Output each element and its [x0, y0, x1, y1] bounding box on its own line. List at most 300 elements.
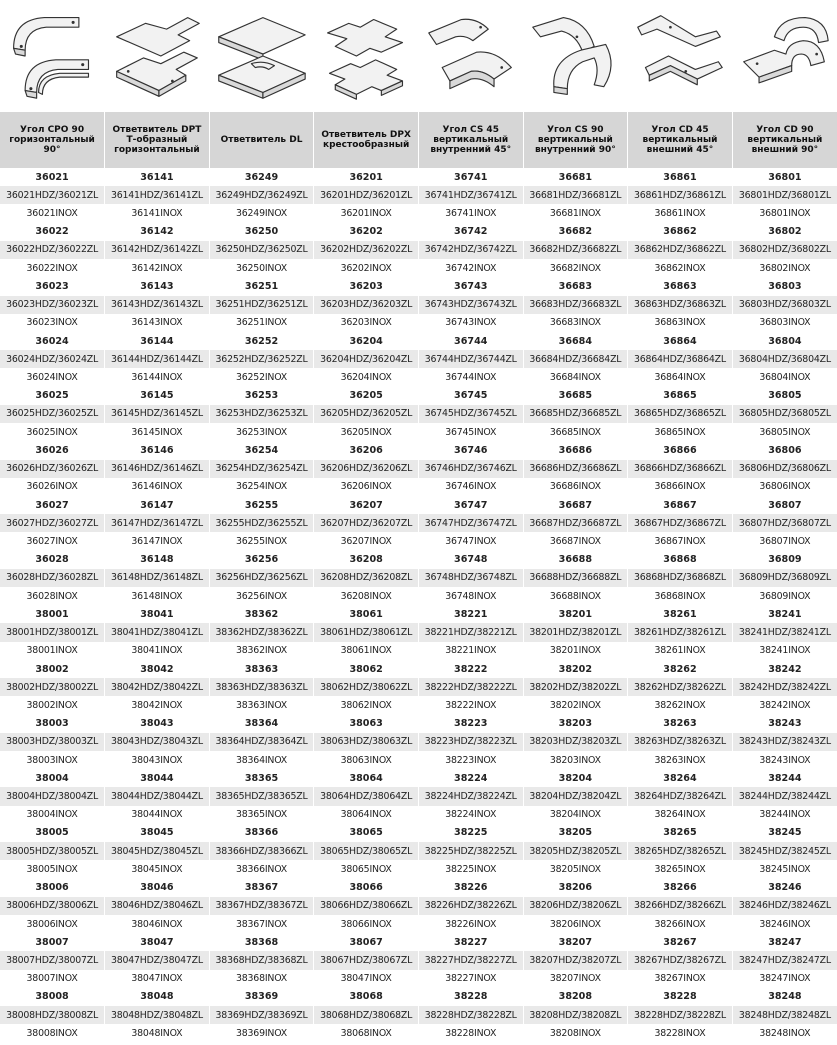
table-cell: 38068HDZ/38068ZL [314, 1006, 419, 1024]
table-cell: 38043INOX [105, 751, 210, 769]
table-cell: 36256HDZ/36256ZL [209, 569, 314, 587]
table-cell: 38243INOX [732, 751, 837, 769]
table-cell: 36868INOX [628, 587, 733, 605]
table-cell: 36684INOX [523, 368, 628, 386]
table-cell: 38007INOX [26, 973, 78, 985]
table-cell: 38202 [523, 660, 628, 678]
table-cell: 38005INOX [26, 863, 78, 875]
table-cell: 36208INOX [314, 587, 419, 605]
table-cell: 38202INOX [523, 696, 628, 714]
table-cell: 36862 [628, 223, 733, 241]
table-row-inox-code [0, 696, 837, 714]
table-row-base-code [0, 277, 837, 295]
table-cell: 38367HDZ/38367ZL [209, 897, 314, 915]
table-cell: 36806INOX [732, 478, 837, 496]
table-cell: 36204 [314, 332, 419, 350]
table-cell: 36866HDZ/36866ZL [628, 460, 733, 478]
table-cell: 38042 [105, 660, 210, 678]
table-cell: 38245INOX [732, 860, 837, 878]
table-cell: 38365INOX [209, 806, 314, 824]
table-cell: 36862HDZ/36862ZL [628, 241, 733, 259]
table-cell: 36204HDZ/36204ZL [314, 350, 419, 368]
table-cell: 36866INOX [628, 478, 733, 496]
table-cell: 36145HDZ/36145ZL [105, 405, 210, 423]
table-cell: 38046HDZ/38046ZL [105, 897, 210, 915]
table-cell: 38208INOX [523, 1024, 628, 1042]
table-cell: 36684 [523, 332, 628, 350]
table-cell: 36804HDZ/36804ZL [732, 350, 837, 368]
table-cell: 36682INOX [523, 259, 628, 277]
table-cell: 36148 [105, 551, 210, 569]
table-cell: 38002INOX [26, 699, 78, 711]
table-cell: 36148INOX [105, 587, 210, 605]
table-row-inox-code [0, 423, 837, 441]
table-cell: 38367INOX [209, 915, 314, 933]
table-row-hdz-code [0, 951, 837, 969]
table-cell: 36861INOX [628, 204, 733, 222]
table-cell: 38205INOX [523, 860, 628, 878]
table-cell: 38241INOX [732, 642, 837, 660]
table-cell: 38244INOX [732, 806, 837, 824]
table-cell: 38224 [418, 769, 523, 787]
table-cell: 38005HDZ/38005ZL [0, 842, 105, 860]
table-cell: 38264 [628, 769, 733, 787]
table-cell: 38244 [732, 769, 837, 787]
table-cell: 38365 [209, 769, 314, 787]
table-cell: 36249HDZ/36249ZL [209, 186, 314, 204]
table-cell: 36742HDZ/36742ZL [418, 241, 523, 259]
table-cell: 36748HDZ/36748ZL [418, 569, 523, 587]
table-cell: 36807INOX [732, 532, 837, 550]
table-cell: 36748INOX [418, 587, 523, 605]
table-cell: 38207INOX [523, 970, 628, 988]
table-row-base-code [0, 168, 837, 186]
table-row-inox-code [0, 532, 837, 550]
table-cell: 38261INOX [628, 642, 733, 660]
table-cell: 38003HDZ/38003ZL [0, 733, 105, 751]
table-cell: 36804 [732, 332, 837, 350]
table-cell: 38201INOX [523, 642, 628, 660]
table-cell: 38243HDZ/38243ZL [732, 733, 837, 751]
table-cell: 38227HDZ/38227ZL [418, 951, 523, 969]
table-cell: 36865 [628, 387, 733, 405]
table-cell: 38201HDZ/38201ZL [523, 623, 628, 641]
table-cell: 38265 [628, 824, 733, 842]
table-cell: 38364INOX [209, 751, 314, 769]
table-cell: 38262 [628, 660, 733, 678]
table-cell: 36747HDZ/36747ZL [418, 514, 523, 532]
table-cell: 38222HDZ/38222ZL [418, 678, 523, 696]
table-cell: 38061HDZ/38061ZL [314, 623, 419, 641]
table-cell: 38062INOX [314, 696, 419, 714]
table-cell: 36255INOX [209, 532, 314, 550]
table-cell: 38208HDZ/38208ZL [523, 1006, 628, 1024]
table-cell: 36255HDZ/36255ZL [209, 514, 314, 532]
table-cell: 38007 [35, 936, 69, 948]
table-cell: 36687 [523, 496, 628, 514]
table-row-base-code [0, 605, 837, 623]
table-cell: 36146 [105, 441, 210, 459]
table-cell: 38266HDZ/38266ZL [628, 897, 733, 915]
bend-cd-90-icon [735, 8, 833, 104]
table-cell: 38223 [418, 715, 523, 733]
table-cell: 38066 [314, 879, 419, 897]
table-row-inox-code [0, 860, 837, 878]
table-cell: 36809 [732, 551, 837, 569]
table-cell: 38001HDZ/38001ZL [0, 623, 105, 641]
table-cell: 38266INOX [628, 915, 733, 933]
table-cell: 36021INOX [26, 208, 78, 220]
table-row-base-code [0, 715, 837, 733]
table-cell: 38264HDZ/38264ZL [628, 787, 733, 805]
table-cell: 38225 [418, 824, 523, 842]
table-cell: 38221 [418, 605, 523, 623]
table-cell: 36685HDZ/36685ZL [523, 405, 628, 423]
table-cell: 38241 [732, 605, 837, 623]
table-cell: 38004HDZ/38004ZL [0, 787, 105, 805]
table-cell: 36025INOX [26, 426, 78, 438]
table-cell: 38204HDZ/38204ZL [523, 787, 628, 805]
table-cell: 38241HDZ/38241ZL [732, 623, 837, 641]
table-cell: 38041INOX [105, 642, 210, 660]
table-cell: 36021HDZ/36021ZL [0, 186, 105, 204]
column-header: Ответвитель DPX крестообразный [314, 112, 419, 168]
table-cell: 38248 [732, 988, 837, 1006]
table-cell: 36254INOX [209, 478, 314, 496]
table-cell: 36803 [732, 277, 837, 295]
table-row-hdz-code [0, 350, 837, 368]
table-cell: 38048 [105, 988, 210, 1006]
table-cell: 36683INOX [523, 314, 628, 332]
table-row-hdz-code [0, 897, 837, 915]
table-row-hdz-code [0, 623, 837, 641]
table-row-base-code [0, 223, 837, 241]
table-cell: 36682 [523, 223, 628, 241]
table-cell: 36747 [418, 496, 523, 514]
table-cell: 38363HDZ/38363ZL [209, 678, 314, 696]
table-cell: 36804INOX [732, 368, 837, 386]
table-cell: 38262HDZ/38262ZL [628, 678, 733, 696]
table-cell: 36204INOX [314, 368, 419, 386]
table-cell: 38046INOX [105, 915, 210, 933]
table-cell: 38006INOX [26, 918, 78, 930]
table-cell: 36022 [35, 226, 69, 238]
table-cell: 38064HDZ/38064ZL [314, 787, 419, 805]
column-header: Угол CS 90 вертикальный внутренний 90° [523, 112, 628, 168]
table-cell: 38262INOX [628, 696, 733, 714]
table-cell: 36746HDZ/36746ZL [418, 460, 523, 478]
table-row-hdz-code [0, 296, 837, 314]
table-cell: 38242 [732, 660, 837, 678]
table-cell: 38227INOX [418, 970, 523, 988]
table-cell: 36255 [209, 496, 314, 514]
table-cell: 38228HDZ/38228ZL [628, 1006, 733, 1024]
table-cell: 36745 [418, 387, 523, 405]
table-cell: 36256 [209, 551, 314, 569]
table-cell: 38369INOX [209, 1024, 314, 1042]
table-cell: 36867HDZ/36867ZL [628, 514, 733, 532]
table-cell: 38047INOX [314, 970, 419, 988]
table-cell: 38247 [732, 933, 837, 951]
table-cell: 38226INOX [418, 915, 523, 933]
table-cell: 38201 [523, 605, 628, 623]
product-image-cell [523, 0, 628, 112]
table-cell: 36250HDZ/36250ZL [209, 241, 314, 259]
table-cell: 38248HDZ/38248ZL [732, 1006, 837, 1024]
table-cell: 38066INOX [314, 915, 419, 933]
table-cell: 36024HDZ/36024ZL [0, 350, 105, 368]
table-cell: 36256INOX [209, 587, 314, 605]
table-row-base-code [0, 660, 837, 678]
table-cell: 36141 [105, 168, 210, 186]
table-cell: 36687INOX [523, 532, 628, 550]
table-cell: 38362HDZ/38362ZL [209, 623, 314, 641]
table-cell: 36147 [105, 496, 210, 514]
table-cell: 38045INOX [105, 860, 210, 878]
table-cell: 38202HDZ/38202ZL [523, 678, 628, 696]
table-cell: 38065HDZ/38065ZL [314, 842, 419, 860]
table-cell: 38205 [523, 824, 628, 842]
table-cell: 38005 [35, 827, 69, 839]
table-cell: 38068INOX [314, 1024, 419, 1042]
tee-dl-icon [212, 8, 310, 104]
table-cell: 36249INOX [209, 204, 314, 222]
product-image-cell [732, 0, 837, 112]
table-cell: 38267 [628, 933, 733, 951]
table-cell: 38265HDZ/38265ZL [628, 842, 733, 860]
table-cell: 36203INOX [314, 314, 419, 332]
table-cell: 36867INOX [628, 532, 733, 550]
table-cell: 36026HDZ/36026ZL [0, 460, 105, 478]
table-cell: 38063INOX [314, 751, 419, 769]
table-cell: 36864INOX [628, 368, 733, 386]
table-cell: 38264INOX [628, 806, 733, 824]
table-cell: 36683HDZ/36683ZL [523, 296, 628, 314]
table-row-base-code [0, 551, 837, 569]
table-cell: 36142 [105, 223, 210, 241]
table-cell: 36147INOX [105, 532, 210, 550]
table-cell: 36024INOX [26, 372, 78, 384]
table-cell: 38208 [523, 988, 628, 1006]
table-cell: 36203 [314, 277, 419, 295]
table-row-hdz-code [0, 569, 837, 587]
table-cell: 38064INOX [314, 806, 419, 824]
table-cell: 36742 [418, 223, 523, 241]
table-row-hdz-code [0, 1006, 837, 1024]
table-cell: 36028INOX [26, 590, 78, 602]
table-cell: 38367 [209, 879, 314, 897]
table-cell: 38047 [105, 933, 210, 951]
table-cell: 36023 [35, 280, 69, 292]
table-cell: 38228 [418, 988, 523, 1006]
column-header: Угол CD 90 вертикальный внешний 90° [732, 112, 837, 168]
table-cell: 36208HDZ/36208ZL [314, 569, 419, 587]
table-cell: 36146HDZ/36146ZL [105, 460, 210, 478]
table-cell: 38267HDZ/38267ZL [628, 951, 733, 969]
table-cell: 36865INOX [628, 423, 733, 441]
table-cell: 38221INOX [418, 642, 523, 660]
table-cell: 38206 [523, 879, 628, 897]
table-cell: 38228INOX [418, 1024, 523, 1042]
table-cell: 38245HDZ/38245ZL [732, 842, 837, 860]
table-cell: 38205HDZ/38205ZL [523, 842, 628, 860]
table-cell: 36252HDZ/36252ZL [209, 350, 314, 368]
table-cell: 36022HDZ/36022ZL [0, 241, 105, 259]
table-cell: 36251HDZ/36251ZL [209, 296, 314, 314]
table-cell: 36687HDZ/36687ZL [523, 514, 628, 532]
table-cell: 38228INOX [628, 1024, 733, 1042]
table-cell: 36801INOX [732, 204, 837, 222]
table-cell: 36802 [732, 223, 837, 241]
table-row-inox-code [0, 915, 837, 933]
table-cell: 36805 [732, 387, 837, 405]
table-cell: 38366INOX [209, 860, 314, 878]
table-cell: 38062 [314, 660, 419, 678]
table-cell: 38001 [35, 608, 69, 620]
table-cell: 36801 [732, 168, 837, 186]
table-cell: 38002 [35, 663, 69, 675]
table-row-inox-code [0, 478, 837, 496]
table-row-inox-code [0, 751, 837, 769]
table-cell: 38206INOX [523, 915, 628, 933]
table-cell: 38206HDZ/38206ZL [523, 897, 628, 915]
table-cell: 36143 [105, 277, 210, 295]
table-row-inox-code [0, 806, 837, 824]
table-cell: 36806HDZ/36806ZL [732, 460, 837, 478]
column-header: Угол CS 45 вертикальный внутренний 45° [418, 112, 523, 168]
table-cell: 36867 [628, 496, 733, 514]
table-cell: 36028HDZ/36028ZL [0, 569, 105, 587]
table-cell: 36688 [523, 551, 628, 569]
table-cell: 38368HDZ/38368ZL [209, 951, 314, 969]
table-cell: 36863HDZ/36863ZL [628, 296, 733, 314]
table-cell: 38224HDZ/38224ZL [418, 787, 523, 805]
table-cell: 36027 [35, 499, 69, 511]
table-row-hdz-code [0, 787, 837, 805]
table-row-base-code [0, 387, 837, 405]
table-row-hdz-code [0, 514, 837, 532]
table-cell: 36864 [628, 332, 733, 350]
table-cell: 36805HDZ/36805ZL [732, 405, 837, 423]
table-cell: 38246 [732, 879, 837, 897]
table-cell: 36741 [418, 168, 523, 186]
table-cell: 36025HDZ/36025ZL [0, 405, 105, 423]
table-cell: 38042INOX [105, 696, 210, 714]
table-cell: 36802INOX [732, 259, 837, 277]
table-cell: 38061INOX [314, 642, 419, 660]
table-cell: 36025 [35, 390, 69, 402]
table-cell: 36742INOX [418, 259, 523, 277]
table-cell: 36681 [523, 168, 628, 186]
table-cell: 36148HDZ/36148ZL [105, 569, 210, 587]
table-row-base-code [0, 879, 837, 897]
table-row-hdz-code [0, 733, 837, 751]
table-cell: 36251 [209, 277, 314, 295]
table-cell: 38043HDZ/38043ZL [105, 733, 210, 751]
bend-cs-45-icon [422, 8, 520, 104]
table-cell: 36688HDZ/36688ZL [523, 569, 628, 587]
table-cell: 38244HDZ/38244ZL [732, 787, 837, 805]
table-cell: 38263 [628, 715, 733, 733]
table-cell: 36807 [732, 496, 837, 514]
table-cell: 36864HDZ/36864ZL [628, 350, 733, 368]
table-cell: 38222INOX [418, 696, 523, 714]
cross-dpx-icon [317, 8, 415, 104]
table-cell: 38003INOX [26, 754, 78, 766]
table-cell: 38064 [314, 769, 419, 787]
column-header: Угол CPO 90 горизонтальный 90° [0, 112, 105, 168]
table-cell: 38242HDZ/38242ZL [732, 678, 837, 696]
table-cell: 38266 [628, 879, 733, 897]
table-cell: 36743 [418, 277, 523, 295]
table-cell: 38068 [314, 988, 419, 1006]
table-cell: 38362INOX [209, 642, 314, 660]
table-cell: 36803HDZ/36803ZL [732, 296, 837, 314]
table-cell: 36743HDZ/36743ZL [418, 296, 523, 314]
table-cell: 38003 [35, 718, 69, 730]
table-cell: 38228 [628, 988, 733, 1006]
table-cell: 36206HDZ/36206ZL [314, 460, 419, 478]
table-cell: 38048INOX [105, 1024, 210, 1042]
table-cell: 36863INOX [628, 314, 733, 332]
table-cell: 38004INOX [26, 809, 78, 821]
table-cell: 36207INOX [314, 532, 419, 550]
table-cell: 36688INOX [523, 587, 628, 605]
table-cell: 36145 [105, 387, 210, 405]
table-cell: 36021 [35, 171, 69, 183]
table-cell: 36684HDZ/36684ZL [523, 350, 628, 368]
table-cell: 36686INOX [523, 478, 628, 496]
table-cell: 36027INOX [26, 535, 78, 547]
table-cell: 38223HDZ/38223ZL [418, 733, 523, 751]
table-cell: 36208 [314, 551, 419, 569]
table-cell: 36250INOX [209, 259, 314, 277]
table-cell: 38061 [314, 605, 419, 623]
table-cell: 38063HDZ/38063ZL [314, 733, 419, 751]
table-cell: 36142INOX [105, 259, 210, 277]
table-row-hdz-code [0, 241, 837, 259]
table-cell: 38067HDZ/38067ZL [314, 951, 419, 969]
table-cell: 36744 [418, 332, 523, 350]
table-cell: 36868HDZ/36868ZL [628, 569, 733, 587]
table-cell: 36207HDZ/36207ZL [314, 514, 419, 532]
table-cell: 36803INOX [732, 314, 837, 332]
table-row-hdz-code [0, 460, 837, 478]
table-cell: 38046 [105, 879, 210, 897]
table-row-base-code [0, 769, 837, 787]
table-cell: 36028 [35, 554, 69, 566]
table-cell: 38007HDZ/38007ZL [0, 951, 105, 969]
table-cell: 36682HDZ/36682ZL [523, 241, 628, 259]
table-cell: 36144HDZ/36144ZL [105, 350, 210, 368]
table-cell: 38065 [314, 824, 419, 842]
table-row-base-code [0, 824, 837, 842]
table-row-base-code [0, 933, 837, 951]
table-row-hdz-code [0, 186, 837, 204]
table-cell: 38204INOX [523, 806, 628, 824]
table-cell: 36683 [523, 277, 628, 295]
table-cell: 36746 [418, 441, 523, 459]
table-cell: 36862INOX [628, 259, 733, 277]
table-cell: 36743INOX [418, 314, 523, 332]
table-cell: 36206 [314, 441, 419, 459]
table-cell: 38365HDZ/38365ZL [209, 787, 314, 805]
table-cell: 36861HDZ/36861ZL [628, 186, 733, 204]
table-cell: 38042HDZ/38042ZL [105, 678, 210, 696]
tee-dpt-horizontal-icon [108, 8, 206, 104]
table-cell: 36254HDZ/36254ZL [209, 460, 314, 478]
table-cell: 36253 [209, 387, 314, 405]
